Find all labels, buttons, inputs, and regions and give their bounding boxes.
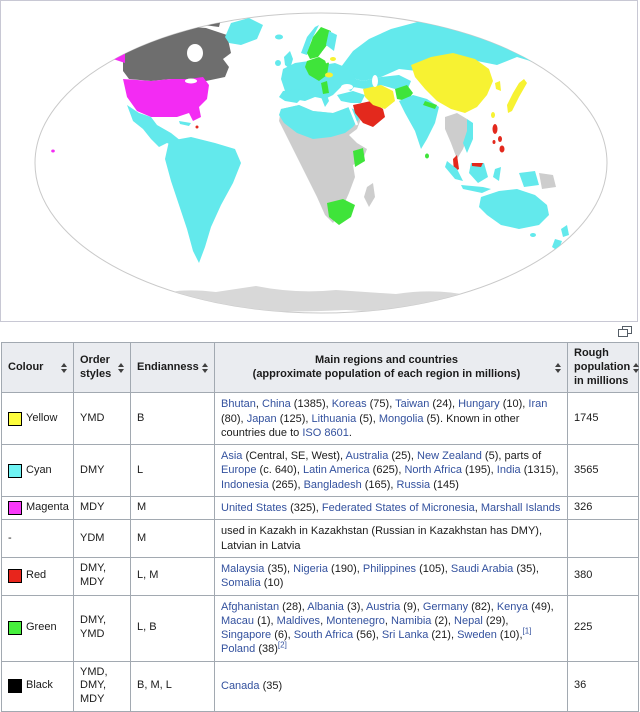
country-link[interactable]: Indonesia: [221, 478, 269, 491]
order-styles-cell: YMD: [74, 393, 131, 445]
table-row-red: [2, 557, 639, 595]
text-span: (56),: [353, 629, 382, 642]
colour-swatch: [8, 464, 22, 478]
colour-swatch: [8, 621, 22, 635]
map-region-canada: [123, 26, 231, 81]
text-span: (75),: [366, 398, 396, 411]
date-format-table: [1, 342, 639, 712]
map-region-sri-lanka: [425, 154, 429, 159]
population-cell: 36: [568, 661, 639, 711]
country-link[interactable]: Nigeria: [293, 562, 328, 575]
country-link[interactable]: Malaysia: [221, 562, 265, 575]
country-link[interactable]: Koreas: [331, 398, 367, 411]
country-link[interactable]: Latin America: [302, 464, 370, 477]
map-feature-hudson-bay: [187, 44, 203, 62]
text-span: (9),: [400, 600, 423, 613]
population-cell: 326: [568, 497, 639, 520]
country-link[interactable]: United States: [221, 502, 288, 515]
text-span: ,: [474, 502, 481, 515]
order-styles-cell: YMD, DMY, MDY: [74, 661, 131, 711]
colour-label: Yellow: [26, 411, 58, 424]
text-span: (49),: [528, 600, 554, 613]
endianness-cell: M: [131, 520, 215, 558]
text-span: (28),: [279, 600, 308, 613]
text-span: (125),: [276, 412, 312, 425]
regions-cell: [215, 661, 568, 711]
map-region-philippines-4: [500, 146, 505, 153]
world-map-thumbnail[interactable]: [0, 0, 638, 322]
country-link[interactable]: China: [262, 398, 291, 411]
text-span: (265),: [268, 478, 304, 491]
text-span: (10): [260, 577, 284, 590]
endianness-cell: L, B: [131, 595, 215, 661]
sort-icon: [555, 363, 561, 373]
regions-cell: [215, 520, 568, 558]
country-link[interactable]: Mongolia: [378, 412, 424, 425]
text-span: used in Kazakh in Kazakhstan (Russian in Kazakhstan has DMY), Latvian in Latvia: [221, 525, 542, 552]
text-span: (195),: [461, 464, 497, 477]
map-region-philippines-2: [498, 136, 502, 142]
table-row-green: [2, 595, 639, 661]
header-main-regions-line2: (approximate population of each region in millions): [252, 367, 521, 380]
map-region-tasmania: [530, 233, 536, 237]
table-header-row: [2, 343, 639, 393]
text-span: ,: [384, 614, 392, 627]
country-link[interactable]: Russia: [396, 478, 431, 491]
country-link[interactable]: Hungary: [458, 398, 500, 411]
text-span: (35),: [264, 562, 294, 575]
text-span: (21),: [428, 629, 458, 642]
text-span: ,: [255, 398, 262, 411]
population-cell: [568, 520, 639, 558]
population-cell: 380: [568, 557, 639, 595]
map-region-taiwan: [491, 112, 495, 118]
colour-label: Cyan: [26, 463, 52, 476]
text-span: (6),: [271, 629, 294, 642]
country-link[interactable]: ISO 8601: [302, 426, 349, 439]
regions-cell: [215, 497, 568, 520]
country-link[interactable]: Iran: [528, 398, 548, 411]
colour-label: Red: [26, 569, 47, 582]
country-link[interactable]: Sri Lanka: [381, 629, 429, 642]
colour-label: Green: [26, 621, 57, 634]
regions-cell: [215, 445, 568, 497]
country-link[interactable]: Afghanistan: [221, 600, 280, 613]
text-span: (c. 640),: [256, 464, 303, 477]
country-link[interactable]: Bhutan: [221, 398, 256, 411]
text-span: (29),: [482, 614, 509, 627]
country-link[interactable]: Federated States of Micronesia: [321, 502, 475, 515]
order-styles-cell: YDM: [74, 520, 131, 558]
country-link[interactable]: India: [496, 464, 521, 477]
text-span: (165),: [361, 478, 397, 491]
country-link[interactable]: Singapore: [221, 629, 272, 642]
country-link[interactable]: Sweden: [457, 629, 497, 642]
header-main-regions[interactable]: [215, 343, 568, 393]
map-region-philippines: [493, 124, 498, 134]
text-span: (35),: [513, 562, 539, 575]
text-span: (5),: [356, 412, 379, 425]
map-region-alaska: [87, 35, 125, 65]
map-feature-caspian-sea: [372, 75, 378, 87]
text-span: (Central, SE, West),: [242, 450, 346, 463]
text-span: (1385),: [290, 398, 332, 411]
map-feature-black-sea: [341, 84, 353, 90]
country-link[interactable]: Philippines: [362, 562, 417, 575]
sort-icon: [61, 363, 67, 373]
endianness-cell: L: [131, 445, 215, 497]
country-link[interactable]: Kenya: [496, 600, 529, 613]
text-span: (38): [255, 643, 278, 656]
colour-label: -: [8, 531, 12, 544]
sort-icon: [118, 363, 124, 373]
endianness-cell: L, M: [131, 557, 215, 595]
text-span: (35): [259, 680, 283, 693]
country-link[interactable]: Lithuania: [311, 412, 357, 425]
colour-swatch: [8, 679, 22, 693]
map-region-iceland: [275, 35, 283, 40]
enlarge-icon[interactable]: [618, 326, 632, 338]
text-span: (145): [430, 478, 459, 491]
header-order-styles-label: Order styles: [80, 353, 112, 380]
country-link[interactable]: Canada: [221, 680, 260, 693]
table-row-ydm: [2, 520, 639, 558]
population-cell: 3565: [568, 445, 639, 497]
table-row-black: [2, 661, 639, 711]
country-link[interactable]: Somalia: [221, 577, 261, 590]
map-region-hawaii: [51, 150, 55, 153]
order-styles-cell: DMY, MDY: [74, 557, 131, 595]
country-link[interactable]: North Africa: [404, 464, 462, 477]
header-endianness-label: Endianness: [137, 360, 199, 373]
map-region-lithuania: [330, 57, 336, 61]
table-row-yellow: [2, 393, 639, 445]
reference-link[interactable]: [2]: [277, 640, 287, 650]
colour-label: Magenta: [26, 501, 69, 514]
text-span: ,: [320, 614, 327, 627]
header-colour-label: Colour: [8, 360, 44, 373]
sort-icon: [633, 363, 639, 373]
country-link[interactable]: Asia: [221, 450, 243, 463]
endianness-cell: B: [131, 393, 215, 445]
country-link[interactable]: Austria: [365, 600, 401, 613]
order-styles-cell: DMY, YMD: [74, 595, 131, 661]
text-span: (2),: [431, 614, 455, 627]
header-population[interactable]: [568, 343, 639, 393]
text-span: (10),: [499, 398, 529, 411]
header-endianness[interactable]: [131, 343, 215, 393]
colour-label: Black: [26, 679, 53, 692]
text-span: (3),: [343, 600, 366, 613]
country-link[interactable]: Europe: [221, 464, 257, 477]
text-span: (190),: [328, 562, 363, 575]
endianness-cell: B, M, L: [131, 661, 215, 711]
text-span: (82),: [468, 600, 497, 613]
order-styles-cell: DMY: [74, 445, 131, 497]
population-cell: 225: [568, 595, 639, 661]
header-population-label: Rough population in millions: [574, 347, 631, 387]
colour-swatch: [8, 412, 22, 426]
country-link[interactable]: Marshall Islands: [480, 502, 561, 515]
country-link[interactable]: Germany: [422, 600, 469, 613]
country-link[interactable]: Poland: [221, 643, 256, 656]
reference-link[interactable]: [1]: [522, 626, 532, 636]
text-span: (1),: [254, 614, 277, 627]
text-span: (1315),: [520, 464, 559, 477]
country-link[interactable]: Nepal: [454, 614, 483, 627]
country-link[interactable]: Macau: [221, 614, 255, 627]
country-link[interactable]: Taiwan: [395, 398, 430, 411]
text-span: (5). Known in other countries due to: [221, 412, 520, 439]
country-link[interactable]: New Zealand: [417, 450, 482, 463]
country-link[interactable]: Australia: [345, 450, 389, 463]
text-span: (10),: [496, 629, 523, 642]
map-region-philippines-3: [493, 140, 496, 144]
country-link[interactable]: Montenegro: [326, 614, 385, 627]
world-map-svg: [1, 1, 639, 321]
regions-cell: [215, 393, 568, 445]
header-colour[interactable]: [2, 343, 74, 393]
regions-cell: [215, 557, 568, 595]
map-region-hungary: [325, 73, 333, 78]
table-row-cyan: [2, 445, 639, 497]
country-link[interactable]: Albania: [307, 600, 344, 613]
endianness-cell: M: [131, 497, 215, 520]
map-feature-great-lakes: [185, 79, 197, 84]
country-link[interactable]: Namibia: [391, 614, 432, 627]
colour-swatch: [8, 501, 22, 515]
country-link[interactable]: Bangladesh: [303, 478, 362, 491]
header-main-regions-line1: Main regions and countries: [314, 353, 459, 366]
colour-swatch: [8, 569, 22, 583]
country-link[interactable]: Japan: [246, 412, 277, 425]
table-row-magenta: [2, 497, 639, 520]
map-region-ireland: [275, 60, 281, 66]
country-link[interactable]: Saudi Arabia: [450, 562, 514, 575]
sort-icon: [202, 363, 208, 373]
map-region-caribbean-red-dot: [196, 126, 199, 129]
text-span: (25),: [388, 450, 418, 463]
population-cell: 1745: [568, 393, 639, 445]
regions-cell: [215, 595, 568, 661]
country-link[interactable]: South Africa: [293, 629, 354, 642]
text-span: (80),: [221, 412, 247, 425]
text-span: (105),: [416, 562, 451, 575]
text-span: (24),: [429, 398, 459, 411]
text-span: (5), parts of: [481, 450, 542, 463]
order-styles-cell: MDY: [74, 497, 131, 520]
text-span: (625),: [369, 464, 405, 477]
text-span: .: [348, 426, 352, 439]
country-link[interactable]: Maldives: [276, 614, 321, 627]
header-order-styles[interactable]: [74, 343, 131, 393]
text-span: (325),: [287, 502, 322, 515]
